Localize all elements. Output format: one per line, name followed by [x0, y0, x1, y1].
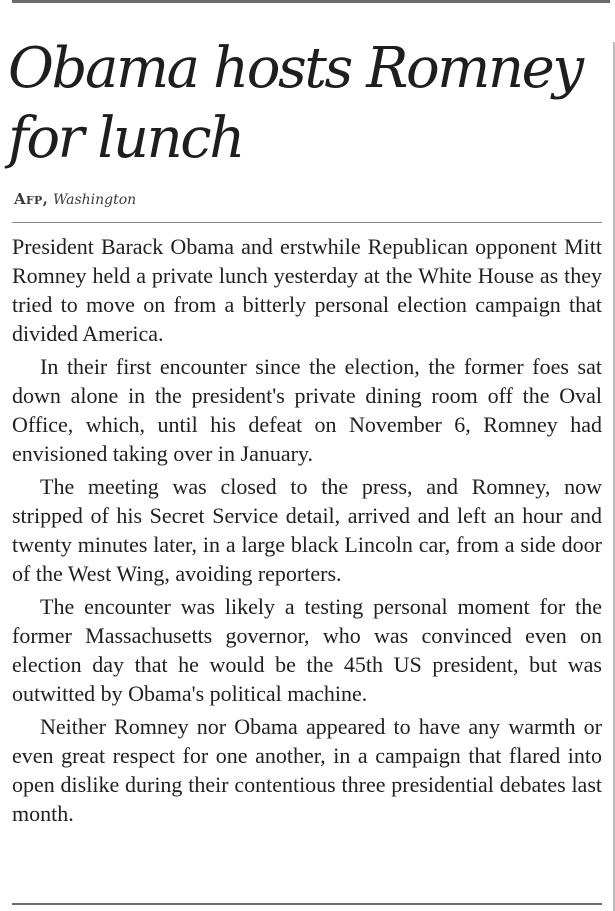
bottom-rule — [12, 903, 602, 905]
byline-rule — [12, 222, 602, 223]
paragraph-1: President Barack Obama and erstwhile Republican opponent Mitt Romney held a private lunch yesterday at the White House as they tried to move on from a bitterly personal election campaign that divided America. — [12, 234, 602, 346]
byline — [14, 190, 136, 208]
paragraph-2: In their first encounter since the election, the former foes sat down alone in the president's private dining room off the Oval Office, which, until his defeat on November 6, Romney had envisioned taking over in January. — [12, 354, 602, 466]
top-rule — [12, 0, 610, 3]
paragraph-3: The meeting was closed to the press, and Romney, now stripped of his Secret Service detail, arrived and left an hour and twenty minutes later, in a large black Lincoln car, from a side door of the West Wing, avoiding reporters. — [12, 474, 602, 586]
headline: Obama hosts Romney for lunch — [8, 36, 582, 171]
paragraph-5: Neither Romney nor Obama appeared to have any warmth or even great respect for one another, in a campaign that flared into open dislike during their contentious three presidential debates last month. — [12, 714, 602, 826]
article-body — [12, 232, 602, 832]
byline-dateline: Washington — [52, 192, 137, 208]
byline-agency: Afp, — [14, 190, 49, 208]
paragraph-4: The encounter was likely a testing personal moment for the former Massachusetts governor, who was convinced even on election day that he would be the 45th US president, but was outwitted by Obama's political machine. — [12, 594, 602, 706]
